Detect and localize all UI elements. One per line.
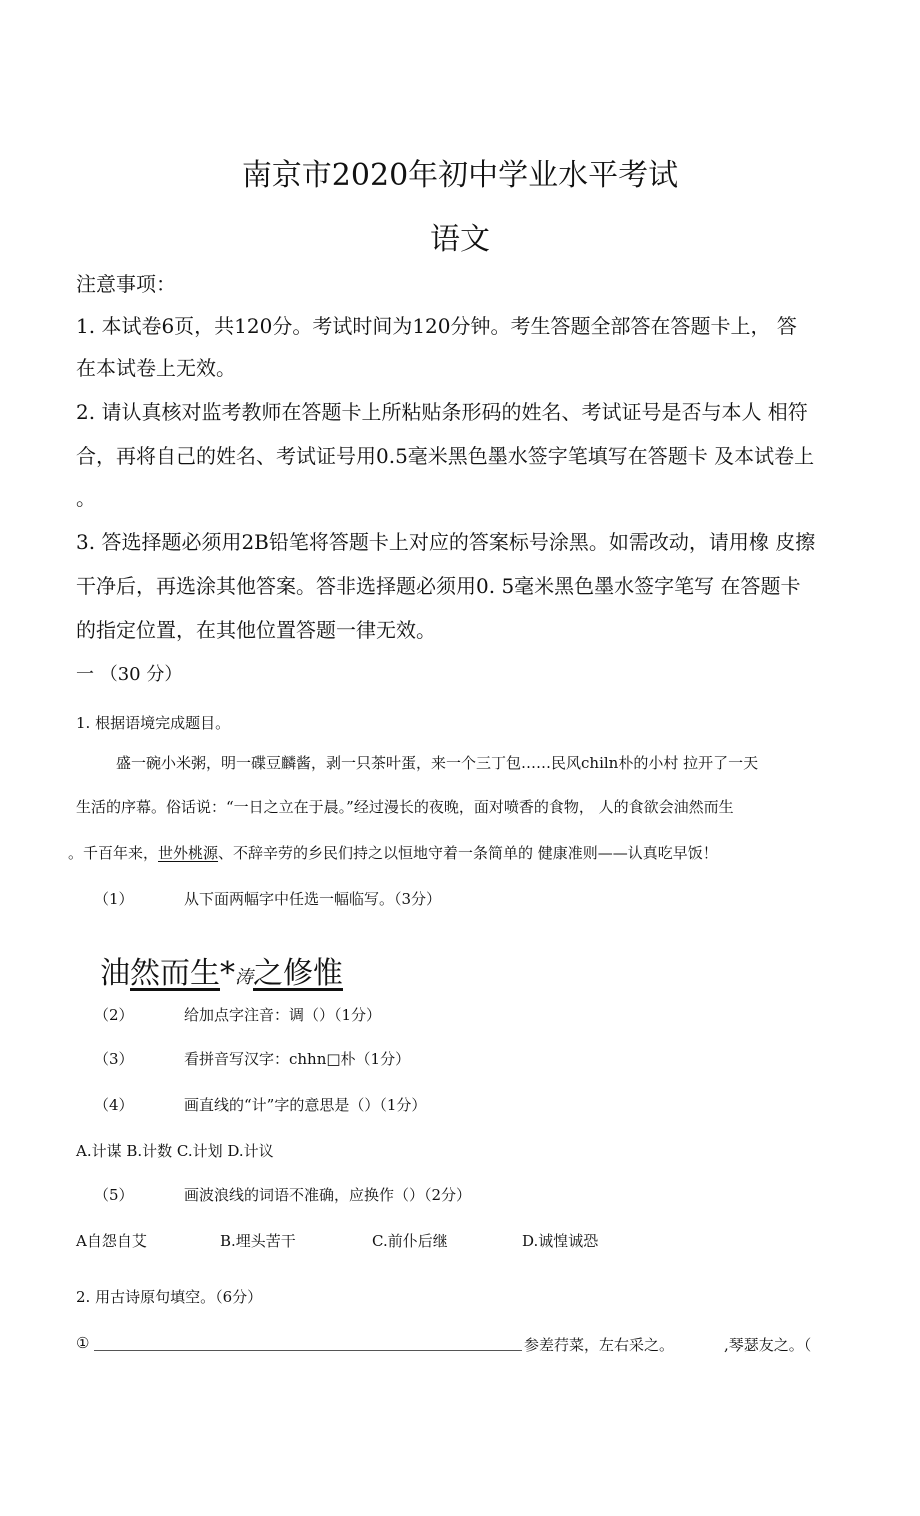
fill-line-marker: ① (76, 1334, 90, 1352)
notice-item-3-line2: 干净后，再选涂其他答案。答非选择题必须用0. 5毫米黑色墨水签字笔写 在答题卡 (76, 574, 801, 598)
option-b: B.埋头苦干 (220, 1232, 296, 1250)
sub-question-4-text: 画直线的“计”字的意思是（）（1分） (184, 1096, 427, 1114)
subject-title: 语文 (430, 222, 490, 257)
underlined-phrase: 世外桃源 (158, 844, 219, 862)
calligraphy-sample (100, 948, 343, 992)
passage-line-1: 盛一碗小米粥，明一碟豆麟酱，剥一只茶叶蛋，来一个三丁包……民风chiln朴的小村 拉开了一天 (116, 754, 759, 772)
sub-question-3-number: （3） (94, 1050, 134, 1068)
exam-title: 南京市2020年初中学业水平考试 (241, 158, 679, 193)
fill-in-blank[interactable] (94, 1350, 522, 1351)
sub-question-5-text: 画波浪线的词语不准确，应换作（）（2分） (184, 1186, 472, 1204)
notice-item-2-line2: 合，再将自己的姓名、考试证号用0.5毫米黑色墨水签字笔填写在答题卡 及本试卷上 (76, 444, 815, 468)
notice-item-2-line1: 2. 请认真核对监考教师在答题卡上所粘贴条形码的姓名、考试证号是否与本人 相符 (76, 400, 808, 424)
sub-question-1-text: 从下面两幅字中任选一幅临写。（3分） (184, 890, 442, 908)
notice-item-1-line1: 1. 本试卷6页，共120分。考试时间为120分钟。考生答题全部答在答题卡上， 答 (76, 314, 797, 338)
notice-item-3-line3: 的指定位置，在其他位置答题一律无效。 (76, 618, 436, 642)
sub-question-2-text: 给加点字注音：调（）（1分） (184, 1006, 382, 1024)
option-d: D.诚惶诚恐 (522, 1232, 599, 1250)
section-heading: 一 （30 分） (76, 664, 183, 685)
calligraphy-char-e: 之修惟 (253, 956, 343, 991)
sub-question-3-text: 看拼音写汉字：chhn□朴（1分） (184, 1050, 411, 1068)
calligraphy-char-c: * (220, 956, 235, 991)
poem-line-end: ,琴瑟友之。（ (724, 1336, 812, 1354)
sub-question-2-number: （2） (94, 1006, 134, 1024)
calligraphy-char-b: 然而生 (130, 956, 220, 991)
passage-line-3 (68, 842, 718, 863)
notice-heading: 注意事项： (76, 272, 176, 296)
sub-question-1-number: （1） (94, 890, 134, 908)
sub-question-4-options: A.计谋 B.计数 C.计划 D.计议 (76, 1142, 274, 1160)
passage-line-2: 生活的序幕。俗话说：“一日之立在于晨。”经过漫长的夜晚，面对喷香的食物， 人的食欲会油然而生 (76, 798, 734, 816)
notice-item-2-line3: 。 (76, 486, 96, 510)
passage-line-3-pre: 。千百年来， (68, 844, 159, 862)
notice-item-3-line1: 3. 答选择题必须用2B铅笔将答题卡上对应的答案标号涂黑。如需改动，请用橡 皮擦 (76, 530, 816, 554)
poem-line-text: 参差荇菜，左右采之。 (524, 1336, 675, 1354)
calligraphy-char-a: 油 (100, 956, 130, 991)
passage-line-3-post: 、不辞辛劳的乡民们持之以恒地守着一条简单的 健康准则——认真吃早饭！ (218, 844, 718, 862)
calligraphy-char-d: 涛 (235, 967, 253, 988)
sub-question-4-number: （4） (94, 1096, 134, 1114)
option-c: C.前仆后继 (372, 1232, 448, 1250)
question-1-stem: 1. 根据语境完成题目。 (76, 714, 231, 732)
question-2-stem: 2. 用古诗原句填空。（6分） (76, 1288, 263, 1306)
notice-item-1-line2: 在本试卷上无效。 (76, 356, 236, 380)
option-a: A自怨自艾 (76, 1232, 147, 1250)
sub-question-5-number: （5） (94, 1186, 134, 1204)
